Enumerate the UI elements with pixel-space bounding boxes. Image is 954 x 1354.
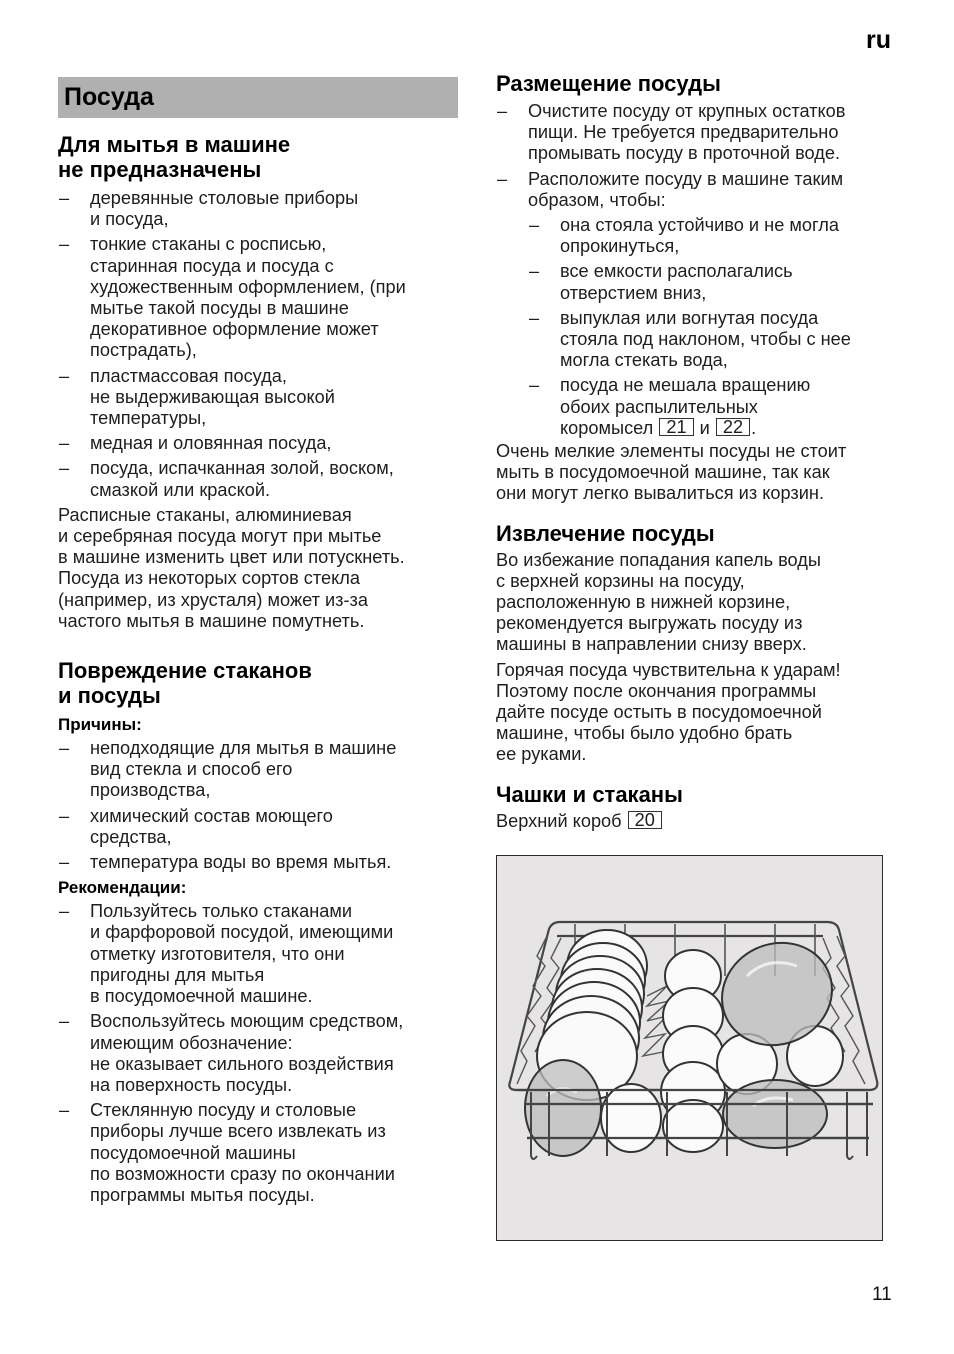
section-title: Посуда: [64, 83, 154, 111]
left-column: [58, 77, 463, 1210]
list-item: – Стеклянную посуду и столовые приборы лучше всего извлекать из посудомоечной машины по возможности сразу по окончании программы мытья посуды.: [58, 1100, 463, 1206]
ref-spray-arm-21: 21: [659, 418, 693, 436]
list-item: – Пользуйтесь только стаканами и фарфоровой посудой, имеющими отметку изготовителя, что они пригодны для мытья в посудомоечной машине.: [58, 901, 463, 1007]
placement-note: Очень мелкие элементы посуды не стоит мыть в посудомоечной машине, так как они могут легко вывалиться из корзин.: [496, 441, 847, 504]
not-suitable-note: Расписные стаканы, алюминиевая и серебряная посуда могут при мытье в машине изменить цвет или потускнеть. Посуда из некоторых сортов стекла (например, из хрусталя) может из-за частого мытья в машине помутнеть.: [58, 504, 405, 631]
list-item: – Очистите посуду от крупных остатков пищи. Не требуется предварительно промывать посуду в проточной воде.: [496, 101, 896, 165]
recommendations-list: [58, 901, 463, 1206]
right-column: [496, 71, 896, 832]
list-item: – химический состав моющего средства,: [58, 806, 463, 848]
sublist-item: – все емкости располагались отверстием вниз,: [528, 261, 896, 303]
section-title-bar: [58, 77, 458, 118]
placement-sublist: [528, 215, 896, 439]
unloading-para-1: Во избежание попадания капель воды с верхней корзины на посуду, расположенную в нижней корзине, рекомендуется выгружать посуду из машины в направлении снизу вверх.: [496, 549, 821, 655]
unloading-para-2: Горячая посуда чувствительна к ударам! Поэтому после окончания программы дайте посуде остыть в посудомоечной машине, чтобы было удобно брать ее руками.: [496, 659, 841, 765]
sublist-item: – посуда не мешала вращению обоих распылительных коромысел 21 и 22 .: [528, 375, 896, 439]
list-item: – температура воды во время мытья.: [58, 852, 463, 873]
page-number: 11: [872, 1284, 892, 1305]
list-item: – пластмассовая посуда, не выдерживающая высокой температуры,: [58, 366, 463, 430]
causes-list: [58, 738, 463, 873]
heading-placement: Размещение посуды: [496, 71, 721, 96]
upper-basket-illustration: [496, 855, 883, 1241]
recommendations-label: Рекомендации:: [58, 878, 187, 898]
not-suitable-list: [58, 188, 463, 501]
sublist-item: – она стояла устойчиво и не могла опрокинуться,: [528, 215, 896, 257]
heading-cups: Чашки и стаканы: [496, 781, 683, 807]
list-item: – Воспользуйтесь моющим средством, имеющим обозначение: не оказывает сильного воздействия на поверхность посуды.: [58, 1011, 463, 1096]
list-item: – деревянные столовые приборы и посуда,: [58, 188, 463, 230]
causes-label: Причины:: [58, 715, 142, 735]
ref-spray-arm-22: 22: [716, 418, 750, 436]
dish-rack-icon: [497, 856, 882, 1240]
sublist-item: – выпуклая или вогнутая посуда стояла под наклоном, чтобы с нее могла стекать вода,: [528, 308, 896, 372]
list-item: – Расположите посуду в машине таким образом, чтобы: – она стояла устойчиво и не могла опрокинуться, – все емкости располагались отверстием вниз, – выпуклая или вогнутая посуда стояла под наклоном, чтобы с нее могла стекать вода, – посуда не мешала вращению обоих распылительных коромысел 21 и 22 .: [496, 169, 896, 439]
list-item: – посуда, испачканная золой, воском, смазкой или краской.: [58, 458, 463, 500]
heading-damage: Повреждение стаканов и посуды: [58, 658, 312, 709]
cups-caption: Верхний короб 20: [496, 811, 896, 832]
heading-not-suitable: Для мытья в машине не предназначены: [58, 132, 291, 182]
list-item: – тонкие стаканы с росписью, старинная посуда и посуда с художественным оформлением, (при мытье такой посуды в машине декоративное оформление может пострадать),: [58, 234, 463, 361]
placement-list: [496, 101, 896, 439]
heading-unloading: Извлечение посуды: [496, 520, 715, 546]
list-item: – медная и оловянная посуда,: [58, 433, 463, 454]
language-code: ru: [866, 26, 891, 54]
list-item: – неподходящие для мытья в машине вид стекла и способ его производства,: [58, 738, 463, 802]
ref-upper-basket-20: 20: [628, 811, 662, 829]
